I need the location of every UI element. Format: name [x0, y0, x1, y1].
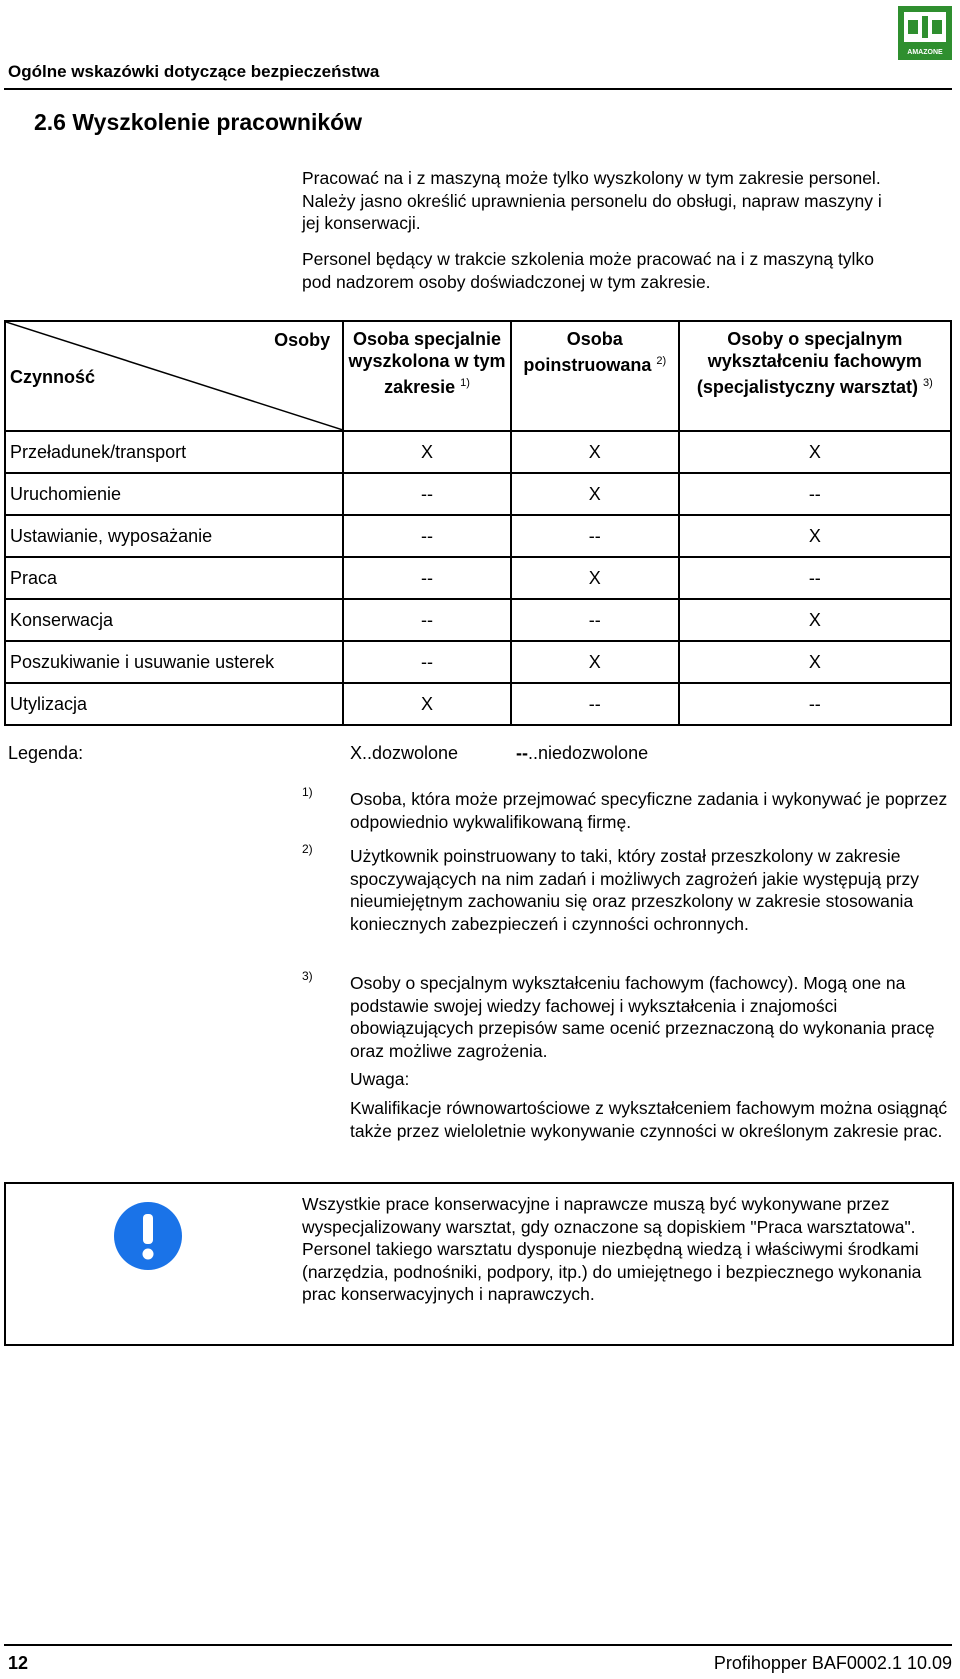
column-header-label: Osoby o specjalnym wykształceniu fachowym (specjalistyczny warsztat) — [696, 329, 922, 397]
footnote-text: Osoba, która może przejmować specyficzne zadania i wykonywać je poprzez odpowiednio wykwalifikowaną firmę. — [350, 789, 948, 832]
remark-text: Kwalifikacje równowartościowe z wykształceniem fachowym można osiągnąć także przez wieloletnie wykonywanie czynności w określonym zakresie prac. — [350, 1098, 948, 1141]
corner-label-persons: Osoby — [274, 330, 331, 350]
mark-cell: -- — [511, 515, 679, 557]
mark-cell: -- — [343, 473, 511, 515]
mark-cell: X — [679, 431, 951, 473]
mark-cell: -- — [343, 641, 511, 683]
activity-cell: Poszukiwanie i usuwanie usterek — [5, 641, 343, 683]
mark-cell: X — [511, 473, 679, 515]
section-heading: 2.6 Wyszkolenie pracowników — [34, 109, 363, 135]
activity-cell: Przeładunek/transport — [5, 431, 343, 473]
legend-forbidden-mark: -- — [516, 743, 528, 763]
table-row — [5, 683, 951, 725]
amazone-logo — [898, 6, 952, 60]
logo-graphic — [898, 6, 952, 60]
intro-paragraph-2: Personel będący w trakcie szkolenia może pracować na i z maszyną tylko pod nadzorem osoby doświadczonej w tym zakresie. — [302, 249, 874, 292]
legend-forbidden — [516, 743, 648, 764]
intro-paragraph-1: Pracować na i z maszyną może tylko wyszkolony w tym zakresie personel. Należy jasno określić uprawnienia personelu do obsługi, napraw maszyny i jej konserwacji. — [302, 168, 882, 233]
logo-text: AMAZONE — [907, 49, 943, 56]
running-header: Ogólne wskazówki dotyczące bezpieczeństwa — [8, 62, 380, 81]
footnote-ref: 3) — [922, 377, 933, 389]
legend-allowed: X..dozwolone — [350, 743, 459, 763]
mark-cell: X — [679, 515, 951, 557]
mark-cell: -- — [343, 557, 511, 599]
remark-label: Uwaga: — [350, 1069, 410, 1089]
header-rule — [4, 88, 952, 90]
mark-cell: X — [343, 683, 511, 725]
mark-cell: -- — [679, 683, 951, 725]
mark-cell: -- — [511, 599, 679, 641]
notice-text: Wszystkie prace konserwacyjne i naprawcze muszą być wykonywane przez wyspecjalizowany warsztat, gdy oznaczone są dopiskiem "Praca warsztatowa". Personel takiego warsztatu dysponuje niezbędną wiedzą i właściwymi środkami (narzędzia, podnośniki, podpory, itp.) do umiejętnego i bezpiecznego wykonania prac konserwacyjnych i naprawczych. — [302, 1194, 922, 1304]
footnote-text: Osoby o specjalnym wykształceniu fachowym (fachowcy). Mogą one na podstawie swojej wiedzy fachowej i wykształcenia i znajomości obowiązujących przepisów same ocenić przeznaczoną do wykonania pracę oraz możliwe zagrożenia. — [350, 973, 935, 1061]
mark-cell: X — [511, 431, 679, 473]
activity-cell: Uruchomienie — [5, 473, 343, 515]
mark-cell: X — [343, 431, 511, 473]
column-header-instructed — [511, 321, 679, 431]
activity-cell: Utylizacja — [5, 683, 343, 725]
mark-cell: X — [511, 641, 679, 683]
mark-cell: X — [679, 641, 951, 683]
table-row — [5, 515, 951, 557]
corner-label-activity: Czynność — [10, 367, 96, 387]
column-header-trained — [343, 321, 511, 431]
footnote-number: 2) — [302, 842, 313, 856]
footnote-text: Użytkownik poinstruowany to taki, który został przeszkolony w zakresie spoczywających na nim zadań i możliwych zagrożeń jakie występują przy nieumiejętnym zachowaniu się oraz przeszkolony w zakresie stosowania koniecznych zabezpieczeń i czynności ochronnych. — [350, 846, 919, 934]
mark-cell: X — [679, 599, 951, 641]
column-header-specialist — [679, 321, 951, 431]
mark-cell: -- — [343, 599, 511, 641]
footnote-number: 1) — [302, 785, 313, 799]
mark-cell: -- — [511, 683, 679, 725]
mark-cell: -- — [343, 515, 511, 557]
legend-forbidden-text: ..niedozwolone — [528, 743, 649, 763]
footnote-number: 3) — [302, 969, 313, 983]
column-header-label: Osoba poinstruowana — [523, 329, 652, 375]
table-row — [5, 557, 951, 599]
footnote-ref: 2) — [656, 355, 667, 367]
page-number: 12 — [8, 1653, 29, 1673]
footer-rule — [4, 1644, 952, 1646]
activity-cell: Praca — [5, 557, 343, 599]
table-row — [5, 473, 951, 515]
table-row — [5, 599, 951, 641]
mark-cell: -- — [679, 473, 951, 515]
activity-cell: Ustawianie, wyposażanie — [5, 515, 343, 557]
corner-cell — [5, 321, 343, 431]
qualification-table — [4, 320, 952, 726]
document-id: Profihopper BAF0002.1 10.09 — [713, 1653, 952, 1673]
mark-cell: -- — [679, 557, 951, 599]
table-row — [5, 641, 951, 683]
mark-cell: X — [511, 557, 679, 599]
exclamation-icon — [112, 1200, 184, 1272]
table-header-row — [5, 321, 951, 431]
table-row — [5, 431, 951, 473]
legend-label: Legenda: — [8, 743, 84, 763]
footnote-ref: 1) — [460, 377, 470, 389]
activity-cell: Konserwacja — [5, 599, 343, 641]
column-header-label: Osoba specjalnie wyszkolona w tym zakresie — [348, 329, 506, 397]
